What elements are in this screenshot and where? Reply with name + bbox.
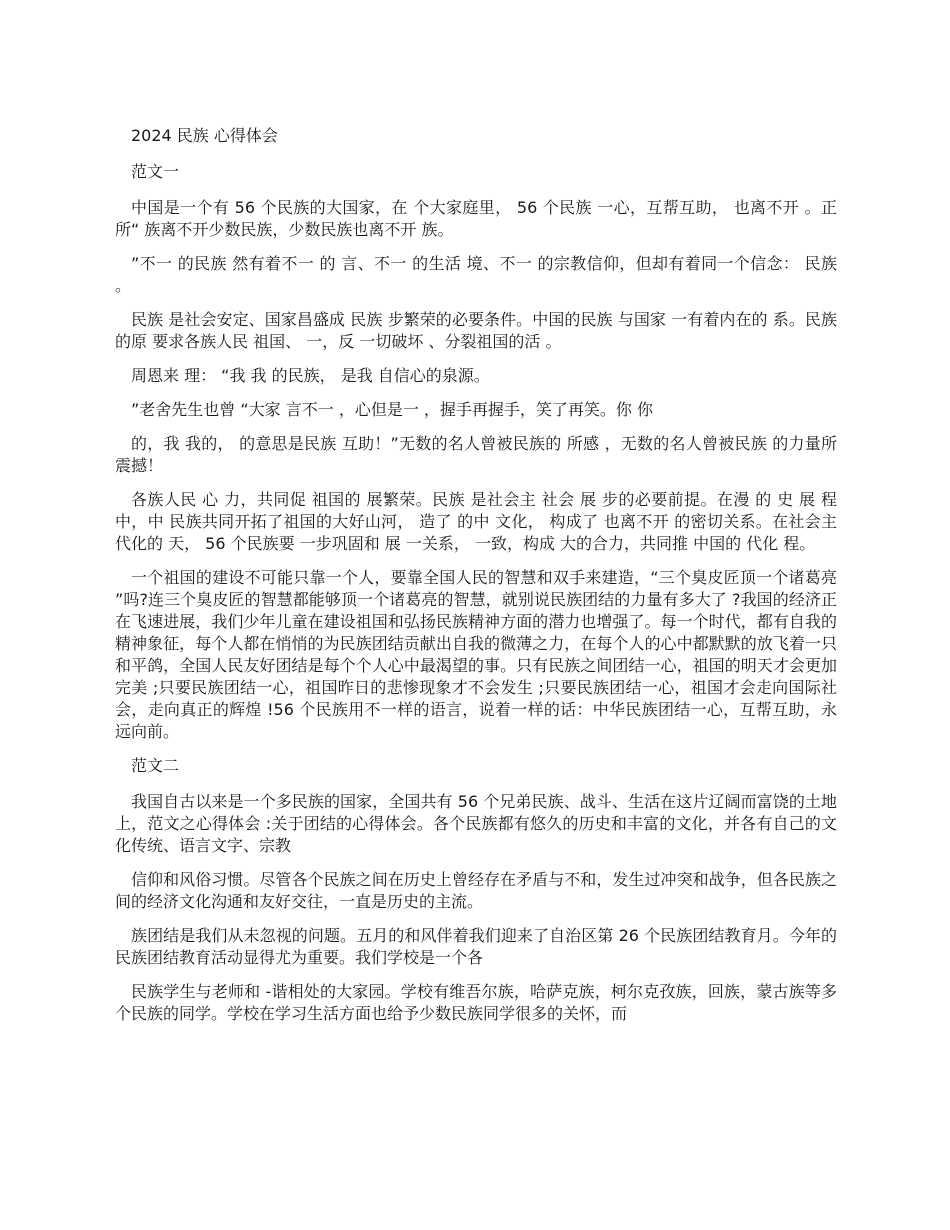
document-page [115, 125, 837, 1037]
paragraph: 一个祖国的建设不可能只靠一个人，要靠全国人民的智慧和双手来建造，“三个臭皮匠顶一个诸葛亮 ”吗?连三个臭皮匠的智慧都能够顶一个诸葛亮的智慧，就别说民族团结的力量有多大了 ?我国的经济正在飞速进展，我们少年儿童在建设祖国和弘扬民族精神方面的潜力也增强了。每一个时代，都有自我的精神象征，每个人都在悄悄的为民族团结贡献出自我的微薄之力，在每个人的心中都默默的放飞着一只和平鸽，全国人民友好团结是每个个人心中最渴望的事。只有民族之间团结一心，祖国的明天才会更加完美 ;只要民族团结一心，祖国昨日的悲惨现象才不会发生 ;只要民族团结一心，祖国才会走向国际社会，走向真正的辉煌 !56 个民族用不一样的语言，说着一样的话：中华民族团结一心，互帮互助，永远向前。 [115, 568, 837, 741]
section-heading-2: 范文二 [131, 756, 180, 775]
paragraph: 民族学生与老师和 -谐相处的大家园。学校有维吾尔族，哈萨克族，柯尔克孜族，回族，蒙古族等多个民族的同学。学校在学习生活方面也给予少数民族同学很多的关怀，而 [115, 982, 837, 1023]
paragraph: 我国自古以来是一个多民族的国家，全国共有 56 个兄弟民族、战斗、生活在这片辽阔而富饶的土地上，范文之心得体会 :关于团结的心得体会。各个民族都有悠久的历史和丰富的文化，并各有自己的文化传统、语言文字、宗教 [115, 792, 837, 855]
paragraph: ”老舍先生也曾 “大家 言不一 ，心但是一 ，握手再握手，笑了再笑。你 你 [131, 400, 654, 419]
paragraph: 各族人民 心 力，共同促 祖国的 展繁荣。民族 是社会主 社会 展 步的必要前提。在漫 的 史 展 程中，中 民族共同开拓了祖国的大好山河， 造了 的中 文化， 构成了 也离不开 的密切关系。在社会主 代化的 天， 56 个民族要 一步巩固和 展 一关系， 一致，构成 大的合力，共同推 中国的 代化 程。 [115, 490, 837, 553]
paragraph: 周恩来 理： “我 我 的民族， 是我 自信心的泉源。 [131, 366, 490, 385]
section-heading-1: 范文一 [131, 162, 180, 181]
paragraph: 的，我 我的， 的意思是民族 互助！”无数的名人曾被民族的 所感 ，无数的名人曾被民族 的力量所震撼！ [115, 434, 837, 475]
paragraph: 中国是一个有 56 个民族的大国家，在 个大家庭里， 56 个民族 一心，互帮互助， 也离不开 。正所“ 族离不开少数民族，少数民族也离不开 族。 [115, 198, 837, 239]
paragraph: 民族 是社会安定、国家昌盛成 民族 步繁荣的必要条件。中国的民族 与国家 一有着内在的 系。民族 的原 要求各族人民 祖国、 一，反 一切破坏 、分裂祖国的活 。 [115, 310, 837, 351]
paragraph: 族团结是我们从未忽视的问题。五月的和风伴着我们迎来了自治区第 26 个民族团结教育月。今年的民族团结教育活动显得尤为重要。我们学校是一个各 [115, 926, 837, 967]
document-title: 2024 民族 心得体会 [131, 126, 278, 145]
paragraph: ”不一 的民族 然有着不一 的 言、不一 的生活 境、不一 的宗教信仰，但却有着同一个信念： 民族 。 [115, 254, 837, 295]
paragraph: 信仰和风俗习惯。尽管各个民族之间在历史上曾经存在矛盾与不和，发生过冲突和战争，但各民族之间的经济文化沟通和友好交往，一直是历史的主流。 [115, 870, 837, 911]
